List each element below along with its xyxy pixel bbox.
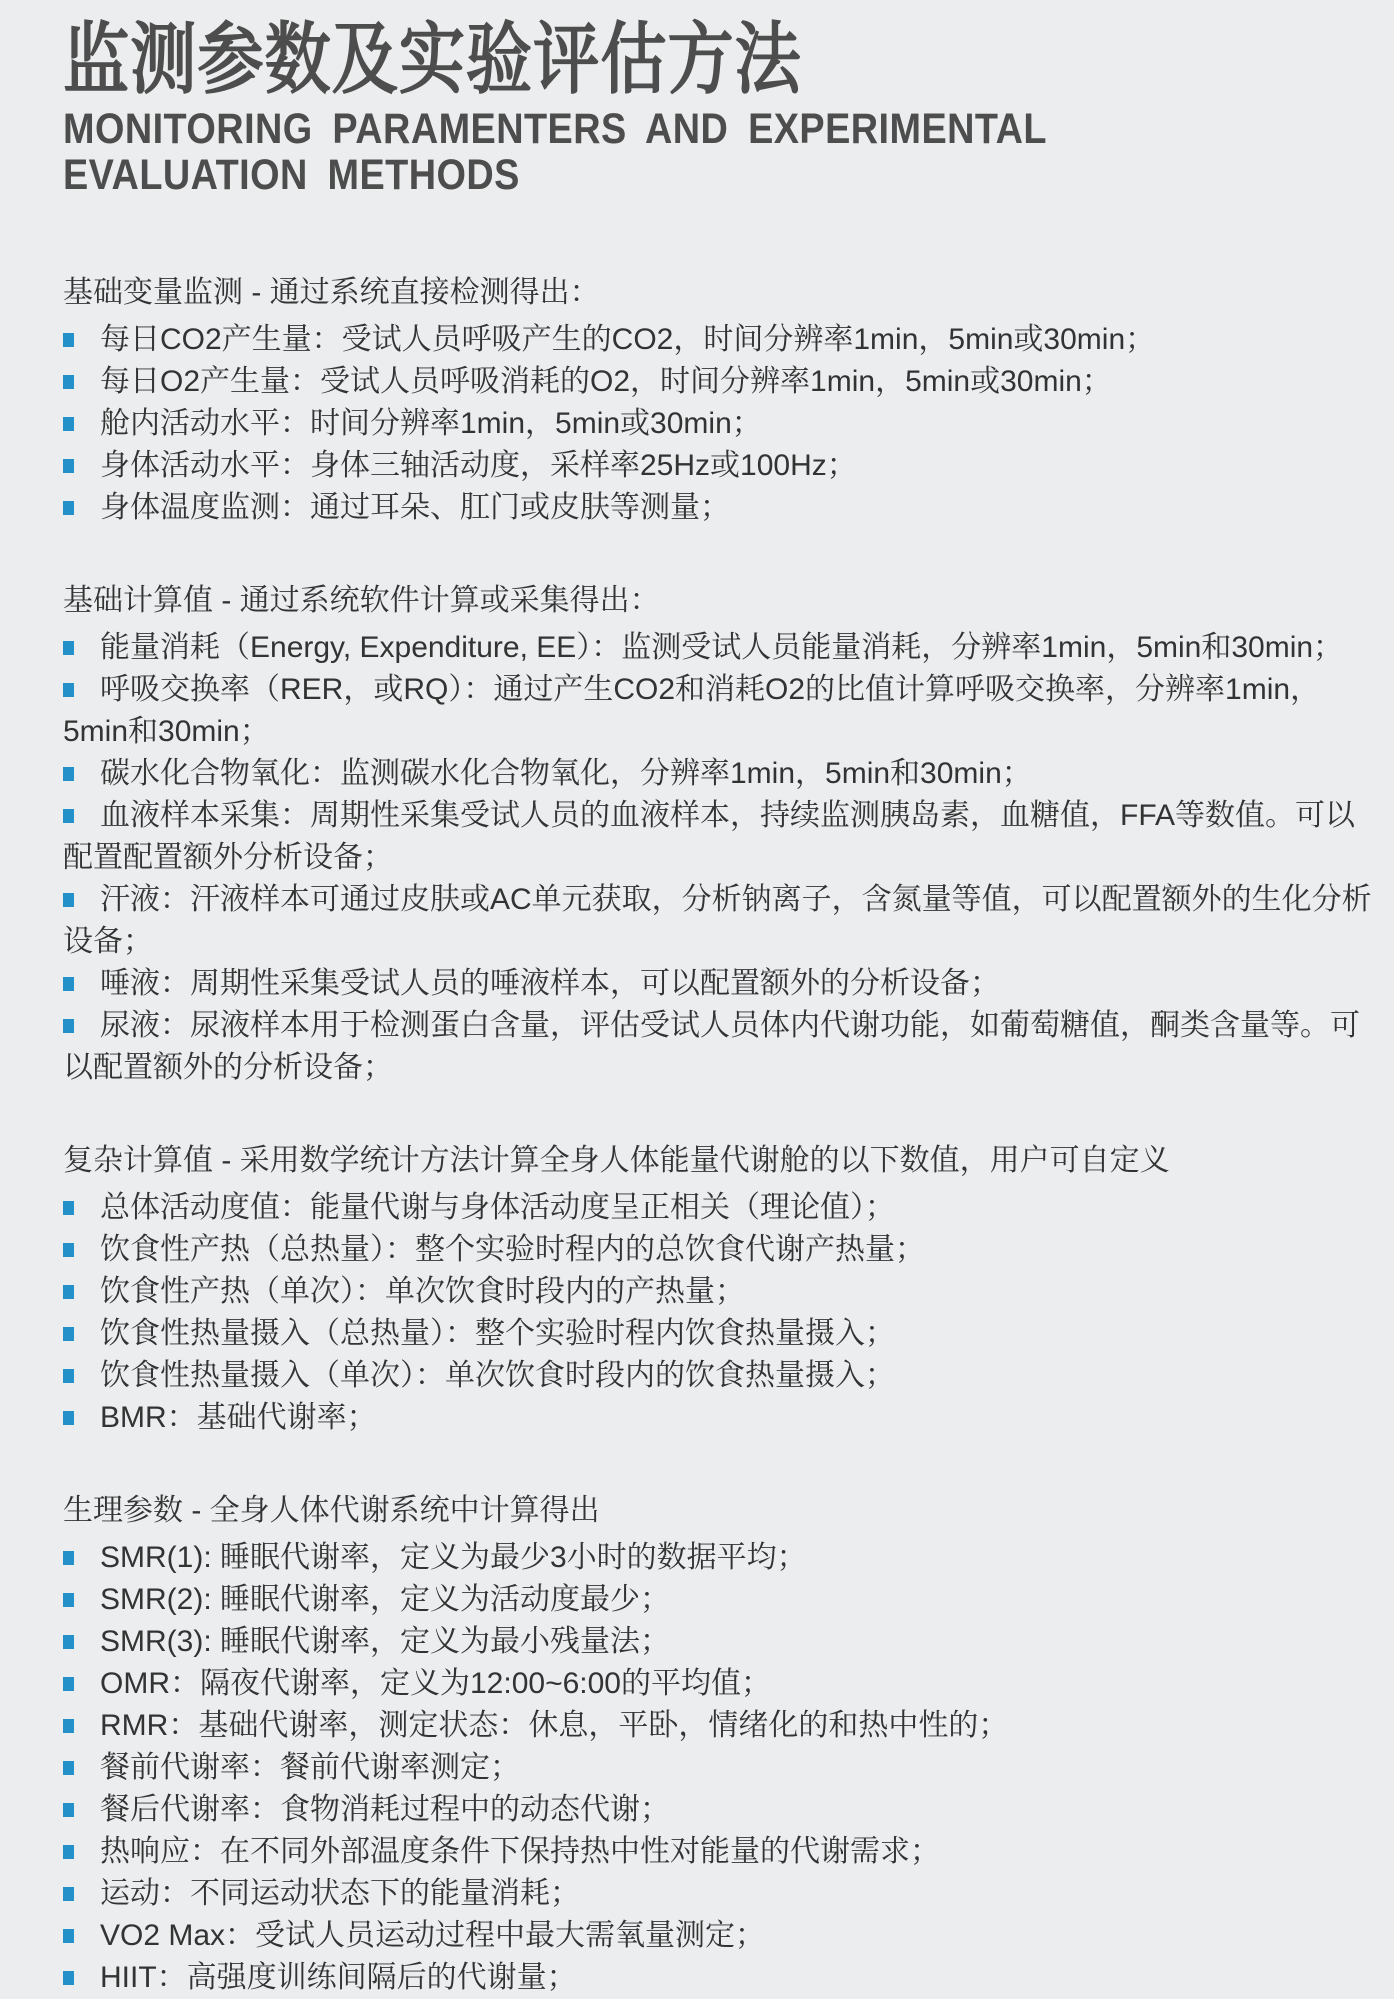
list-item (63, 445, 1384, 487)
list-item (63, 1747, 1384, 1789)
list-item-text: 每日CO2产生量：受试人员呼吸产生的CO2，时间分辨率1min，5min或30min； (100, 323, 1156, 356)
bullet-square-icon (63, 1803, 74, 1817)
list-item (63, 1957, 1384, 1999)
list-item (63, 1789, 1384, 1831)
bullet-square-icon (63, 459, 74, 473)
bullet-square-icon (63, 501, 74, 515)
bullet-square-icon (63, 641, 74, 655)
section-heading: 基础计算值 - 通过系统软件计算或采集得出： (63, 584, 660, 617)
bullet-square-icon (63, 333, 74, 347)
bullet-square-icon (63, 683, 74, 697)
bullet-square-icon (63, 1551, 74, 1565)
list-item (63, 753, 1384, 795)
bullet-square-icon (63, 1411, 74, 1425)
bullet-square-icon (63, 1019, 74, 1033)
list-item (63, 1915, 1384, 1957)
list-item-text: SMR(1): 睡眠代谢率，定义为最少3小时的数据平均； (100, 1541, 807, 1574)
list-item (63, 669, 1384, 753)
bullet-square-icon (63, 1327, 74, 1341)
list-item-text: 热响应：在不同外部温度条件下保持热中性对能量的代谢需求； (100, 1835, 940, 1868)
list-item (63, 795, 1384, 879)
bullet-square-icon (63, 1369, 74, 1383)
list-item (63, 403, 1384, 445)
bullet-square-icon (63, 1887, 74, 1901)
bullet-square-icon (63, 1845, 74, 1859)
list-item-text: 身体活动水平：身体三轴活动度，采样率25Hz或100Hz； (100, 449, 857, 482)
list-item (63, 1663, 1384, 1705)
list-item (63, 1397, 1384, 1439)
list-item-text: BMR：基础代谢率； (100, 1401, 377, 1434)
bullet-square-icon (63, 1635, 74, 1649)
section-basic-calculated-values (63, 580, 1384, 1089)
bullet-square-icon (63, 1719, 74, 1733)
list-item (63, 1355, 1384, 1397)
list-item (63, 1229, 1384, 1271)
list-item-text: 餐后代谢率：食物消耗过程中的动态代谢； (100, 1793, 670, 1826)
list-item-text: 呼吸交换率（RER，或RQ）：通过产生CO2和消耗O2的比值计算呼吸交换率，分辨率1min，5min和30min； (63, 673, 1321, 748)
page-subtitle-english (63, 106, 1225, 198)
list-item (63, 963, 1384, 1005)
list-item (63, 1271, 1384, 1313)
list-item (63, 1831, 1384, 1873)
list-item-text: 血液样本采集：周期性采集受试人员的血液样本，持续监测胰岛素，血糖值，FFA等数值。可以配置配置额外分析设备； (63, 799, 1356, 874)
bullet-square-icon (63, 809, 74, 823)
page-subtitle-line2: EVALUATION METHODS (63, 151, 520, 199)
list-item (63, 319, 1384, 361)
list-item (63, 1705, 1384, 1747)
section-physiological-parameters (63, 1490, 1384, 1999)
list-item (63, 1313, 1384, 1355)
list-item (63, 627, 1384, 669)
list-item-text: HIIT：高强度训练间隔后的代谢量； (100, 1961, 577, 1994)
list-item-text: 唾液：周期性采集受试人员的唾液样本，可以配置额外的分析设备； (100, 967, 1000, 1000)
list-item-text: 身体温度监测：通过耳朵、肛门或皮肤等测量； (100, 491, 730, 524)
section-heading: 生理参数 - 全身人体代谢系统中计算得出 (63, 1494, 600, 1527)
page-subtitle-line1: MONITORING PARAMENTERS AND EXPERIMENTAL (63, 105, 1047, 153)
list-item-text: VO2 Max：受试人员运动过程中最大需氧量测定； (100, 1919, 766, 1952)
list-item (63, 1537, 1384, 1579)
list-item-text: 每日O2产生量：受试人员呼吸消耗的O2，时间分辨率1min，5min或30min； (100, 365, 1112, 398)
bullet-square-icon (63, 1243, 74, 1257)
section-heading: 基础变量监测 - 通过系统直接检测得出： (63, 276, 600, 309)
section-heading: 复杂计算值 - 采用数学统计方法计算全身人体能量代谢舱的以下数值，用户可自定义 (63, 1144, 1170, 1177)
list-item-text: 餐前代谢率：餐前代谢率测定； (100, 1751, 520, 1784)
bullet-square-icon (63, 977, 74, 991)
bullet-square-icon (63, 1761, 74, 1775)
list-item-text: 饮食性产热（单次）：单次饮食时段内的产热量； (100, 1275, 745, 1308)
list-item-text: OMR：隔夜代谢率，定义为12:00~6:00的平均值； (100, 1667, 771, 1700)
bullet-square-icon (63, 375, 74, 389)
bullet-square-icon (63, 1285, 74, 1299)
section-complex-calculated-values (63, 1140, 1384, 1439)
list-item-text: 尿液：尿液样本用于检测蛋白含量，评估受试人员体内代谢功能，如葡萄糖值，酮类含量等。可以配置额外的分析设备； (63, 1009, 1360, 1084)
list-item (63, 361, 1384, 403)
list-item (63, 1579, 1384, 1621)
bullet-square-icon (63, 417, 74, 431)
list-item (63, 1187, 1384, 1229)
bullet-square-icon (63, 1593, 74, 1607)
bullet-square-icon (63, 893, 74, 907)
page-header (63, 16, 1384, 198)
list-item-text: 饮食性热量摄入（单次）：单次饮食时段内的饮食热量摄入； (100, 1359, 895, 1392)
bullet-square-icon (63, 1201, 74, 1215)
list-item-text: 能量消耗（Energy, Expenditure, EE）：监测受试人员能量消耗，分辨率1min，5min和30min； (100, 631, 1344, 664)
bullet-square-icon (63, 767, 74, 781)
list-item-text: RMR：基础代谢率，测定状态：休息，平卧，情绪化的和热中性的； (100, 1709, 1009, 1742)
list-item-text: 碳水化合物氧化：监测碳水化合物氧化，分辨率1min，5min和30min； (100, 757, 1032, 790)
page-title: 监测参数及实验评估方法 (63, 15, 802, 103)
list-item-text: 饮食性产热（总热量）：整个实验时程内的总饮食代谢产热量； (100, 1233, 925, 1266)
list-item (63, 1621, 1384, 1663)
list-item-text: 总体活动度值：能量代谢与身体活动度呈正相关（理论值）； (100, 1191, 895, 1224)
list-item-text: 舱内活动水平：时间分辨率1min，5min或30min； (100, 407, 762, 440)
list-item-text: 汗液：汗液样本可通过皮肤或AC单元获取，分析钠离子，含氮量等值，可以配置额外的生化分析设备； (63, 883, 1372, 958)
section-basic-variables (63, 272, 1384, 529)
list-item-text: SMR(3): 睡眠代谢率，定义为最小残量法； (100, 1625, 670, 1658)
list-item (63, 1873, 1384, 1915)
list-item (63, 487, 1384, 529)
bullet-square-icon (63, 1929, 74, 1943)
bullet-square-icon (63, 1971, 74, 1985)
list-item-text: SMR(2): 睡眠代谢率，定义为活动度最少； (100, 1583, 670, 1616)
list-item (63, 879, 1384, 963)
list-item (63, 1005, 1384, 1089)
list-item-text: 运动：不同运动状态下的能量消耗； (100, 1877, 580, 1910)
bullet-square-icon (63, 1677, 74, 1691)
list-item-text: 饮食性热量摄入（总热量）：整个实验时程内饮食热量摄入； (100, 1317, 895, 1350)
